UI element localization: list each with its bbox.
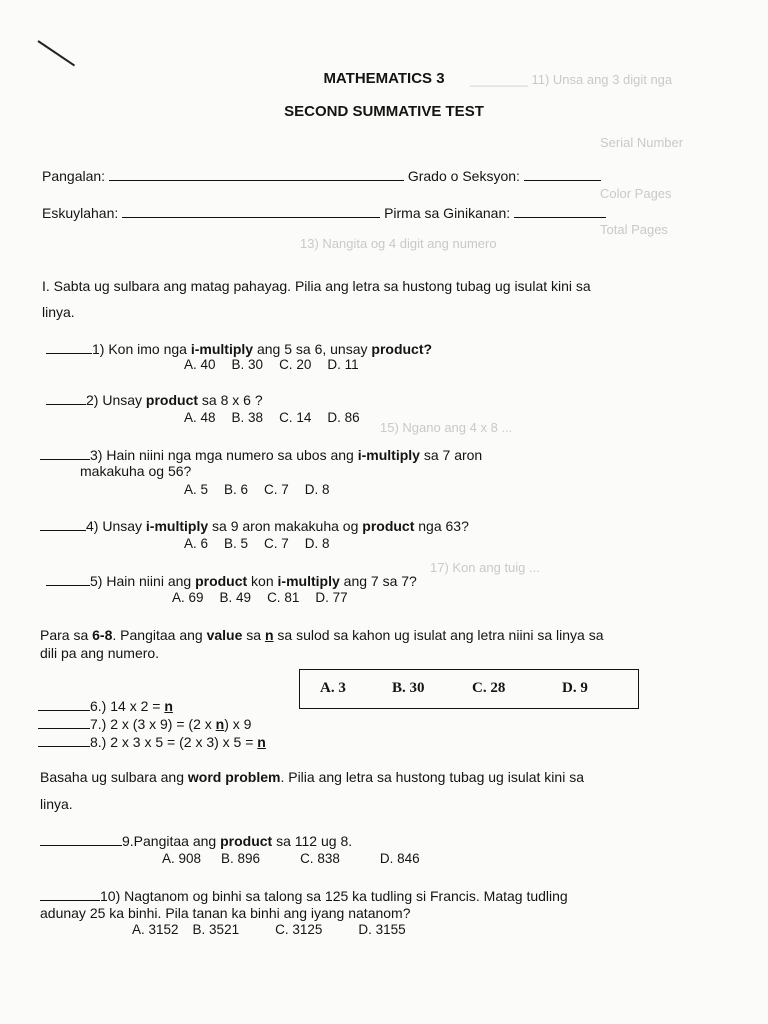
option: A. 69 xyxy=(172,590,204,605)
option: A. 3152 xyxy=(132,922,179,937)
section1-instruction: I. Sabta ug sulbara ang matag pahayag. Pilia ang letra sa hustong tubag ug isulat kini sa xyxy=(42,278,591,294)
item-7: 7.) 2 x (3 x 9) = (2 x n) x 9 xyxy=(38,715,251,732)
question-4: 4) Unsay i-multiply sa 9 aron makakuha og product nga 63? xyxy=(40,517,469,534)
page-title: MATHEMATICS 3 xyxy=(323,70,445,87)
option: D. 8 xyxy=(304,482,330,497)
section1-instruction-cont: linya. xyxy=(42,304,75,320)
option: C. 7 xyxy=(264,482,289,497)
option: A. 40 xyxy=(184,357,216,372)
item-6: 6.) 14 x 2 = n xyxy=(38,697,173,714)
box-option-b: B. 30 xyxy=(392,680,425,696)
option: B. 38 xyxy=(231,410,264,425)
bleed-through-text: 17) Kon ang tuig ... xyxy=(430,560,540,575)
question-9: 9.Pangitaa ang product sa 112 ug 8. xyxy=(40,832,352,849)
bleed-through-text: Total Pages xyxy=(600,222,668,237)
question-3: 3) Hain niini nga mga numero sa ubos ang i-multiply sa 7 aron xyxy=(40,446,482,463)
box-option-c: C. 28 xyxy=(472,680,506,696)
school-line[interactable] xyxy=(122,203,380,218)
item-8: 8.) 2 x 3 x 5 = (2 x 3) x 5 = n xyxy=(38,733,266,750)
answer-blank-2[interactable] xyxy=(46,391,86,405)
answer-blank-3[interactable] xyxy=(40,446,90,460)
option: D. 846 xyxy=(379,851,420,866)
option: C. 14 xyxy=(279,410,312,425)
answer-blank-1[interactable] xyxy=(46,340,92,354)
answer-blank-7[interactable] xyxy=(38,715,90,729)
answer-blank-6[interactable] xyxy=(38,697,90,711)
option: D. 11 xyxy=(327,357,359,372)
option: B. 49 xyxy=(219,590,252,605)
option: A. 908 xyxy=(162,851,202,866)
grade-line[interactable] xyxy=(524,166,601,181)
question-5-options xyxy=(172,590,364,605)
option: A. 48 xyxy=(184,410,216,425)
answer-blank-4[interactable] xyxy=(40,517,86,531)
question-10-cont: adunay 25 ka binhi. Pila tanan ka binhi ang iyang natanom? xyxy=(40,905,411,921)
question-3-options xyxy=(184,482,346,497)
answer-blank-8[interactable] xyxy=(38,733,90,747)
bleed-through-text: Serial Number xyxy=(600,135,684,150)
page-subtitle: SECOND SUMMATIVE TEST xyxy=(284,103,484,120)
signature-label: Pirma sa Ginikanan: xyxy=(384,205,511,221)
bleed-through-text: 13) Nangita og 4 digit ang numero xyxy=(300,236,497,251)
choices-box xyxy=(299,669,639,709)
section3-instruction: Basaha ug sulbara ang word problem. Pilia ang letra sa hustong tubag ug isulat kini sa xyxy=(40,769,584,785)
name-label: Pangalan: xyxy=(42,168,106,184)
question-9-options xyxy=(162,851,436,866)
option: C. 3125 xyxy=(275,922,323,937)
name-field[interactable] xyxy=(42,166,601,184)
option: D. 77 xyxy=(315,590,348,605)
option: B. 30 xyxy=(231,357,264,372)
option: C. 20 xyxy=(279,357,312,372)
question-1: 1) Kon imo nga i-multiply ang 5 sa 6, unsay product? xyxy=(46,340,432,357)
option: D. 3155 xyxy=(358,922,406,937)
grade-label: Grado o Seksyon: xyxy=(407,168,520,184)
option: B. 3521 xyxy=(192,922,240,937)
option: D. 8 xyxy=(304,536,330,551)
school-field[interactable] xyxy=(42,203,606,221)
signature-line[interactable] xyxy=(514,203,606,218)
bleed-through-text: 15) Ngano ang 4 x 8 ... xyxy=(380,420,513,435)
answer-blank-9[interactable] xyxy=(40,832,122,846)
name-line[interactable] xyxy=(109,166,404,181)
option: C. 838 xyxy=(300,851,340,866)
section2-instruction: Para sa 6-8. Pangitaa ang value sa n sa sulod sa kahon ug isulat ang letra niini sa linya sa xyxy=(40,627,604,643)
option: A. 5 xyxy=(184,482,209,497)
option: C. 7 xyxy=(264,536,289,551)
option: B. 5 xyxy=(224,536,249,551)
option: D. 86 xyxy=(327,410,360,425)
question-10: 10) Nagtanom og binhi sa talong sa 125 ka tudling si Francis. Matag tudling xyxy=(40,887,568,904)
option: B. 6 xyxy=(224,482,249,497)
school-label: Eskuylahan: xyxy=(42,205,119,221)
question-1-options xyxy=(184,357,375,372)
option: B. 896 xyxy=(221,851,261,866)
question-10-options xyxy=(132,922,422,937)
corner-mark xyxy=(37,40,75,66)
question-2: 2) Unsay product sa 8 x 6 ? xyxy=(46,391,263,408)
box-option-d: D. 9 xyxy=(562,680,588,696)
box-option-a: A. 3 xyxy=(320,680,346,696)
question-5: 5) Hain niini ang product kon i-multiply ang 7 sa 7? xyxy=(46,572,417,589)
section2-instruction-cont: dili pa ang numero. xyxy=(40,645,160,661)
question-4-options xyxy=(184,536,346,551)
answer-blank-5[interactable] xyxy=(46,572,90,586)
option: A. 6 xyxy=(184,536,209,551)
answer-blank-10[interactable] xyxy=(40,887,100,901)
option: C. 81 xyxy=(267,590,300,605)
question-3-cont: makakuha og 56? xyxy=(80,463,192,479)
bleed-through-text: ________ 11) Unsa ang 3 digit nga xyxy=(470,72,673,87)
question-2-options xyxy=(184,410,376,425)
section3-instruction-cont: linya. xyxy=(40,796,73,812)
bleed-through-text: Color Pages xyxy=(600,186,672,201)
